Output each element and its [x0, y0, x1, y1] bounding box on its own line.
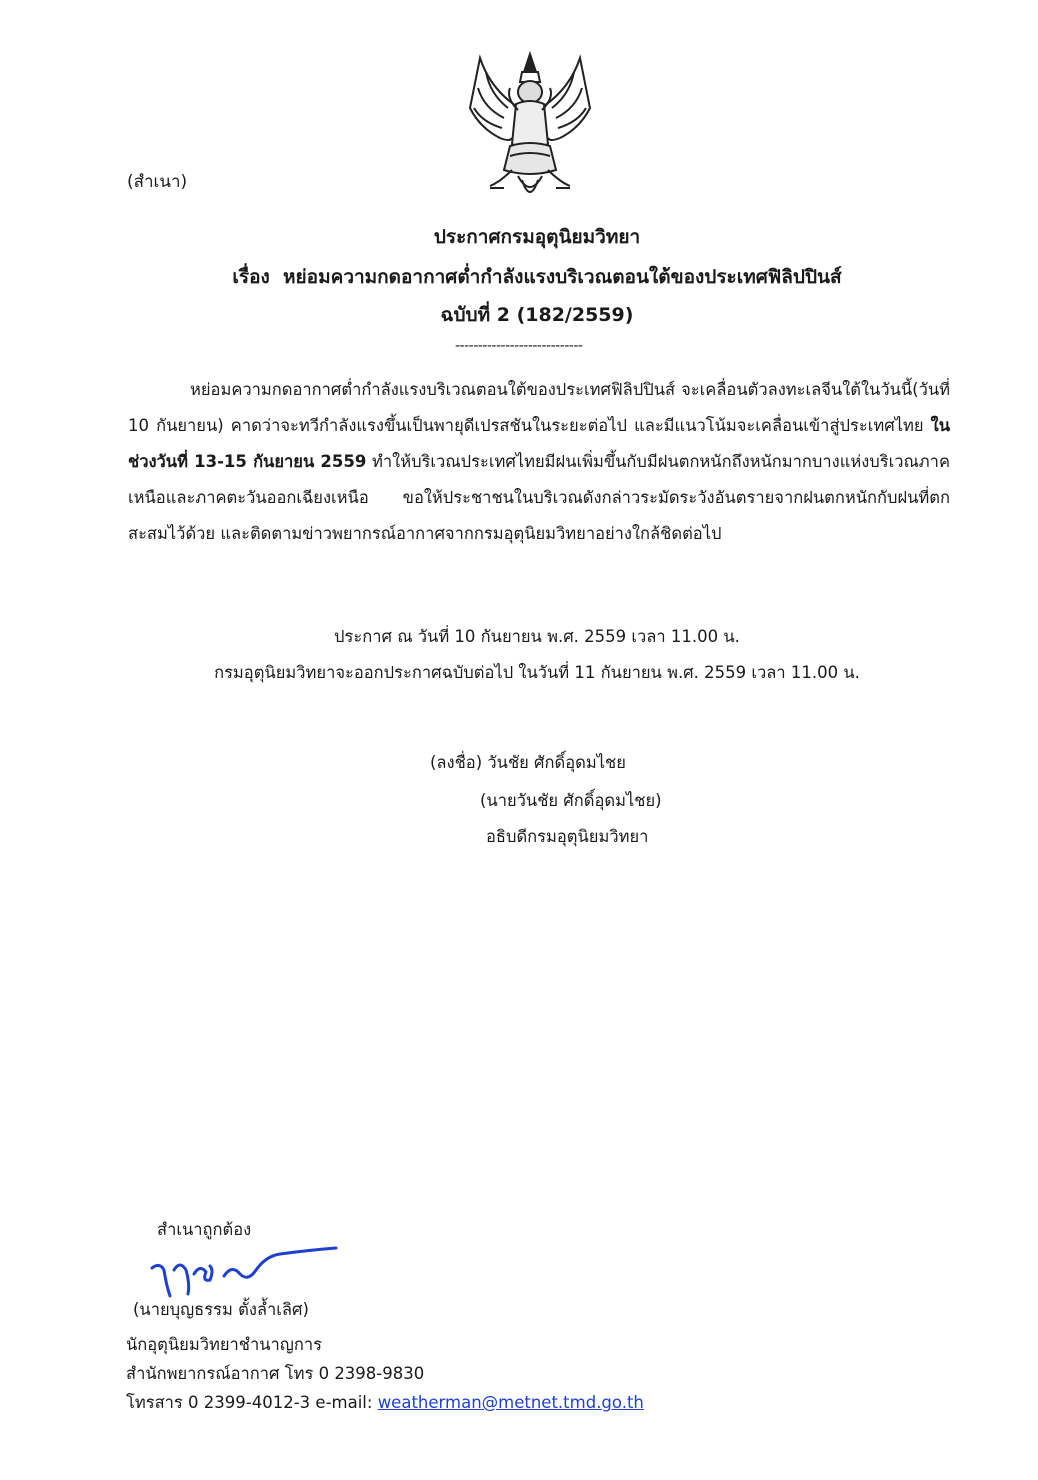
fax-text: โทรสาร 0 2399-4012-3 e-mail:	[126, 1393, 378, 1412]
issued-date: ประกาศ ณ วันที่ 10 กันยายน พ.ศ. 2559 เวลา 11.00 น.	[334, 627, 740, 646]
subject-label: เรื่อง	[232, 266, 270, 288]
body-bold-dates: ในช่วงวันที่ 13-15 กันยายน 2559	[128, 416, 950, 471]
announcement-body	[128, 372, 950, 552]
office-phone: สำนักพยากรณ์อากาศ โทร 0 2398-9830	[126, 1364, 425, 1383]
issue-number: ฉบับที่ 2 (182/2559)	[440, 304, 634, 326]
subject-text: หย่อมความกดอากาศต่ำกำลังแรงบริเวณตอนใต้ของประเทศฟิลิปปินส์	[283, 266, 842, 288]
document-title: ประกาศกรมอุตุนิยมวิทยา	[433, 226, 641, 248]
body-part1: หย่อมความกดอากาศต่ำกำลังแรงบริเวณตอนใต้ของประเทศฟิลิปปินส์ จะเคลื่อนตัวลงทะเลจีนใต้ในวันนี้(วันที่ 10 กันยายน) คาดว่าจะทวีกำลังแรงขึ้นเป็นพายุดีเปรสชันในระยะต่อไป และมีแนวโน้มจะเคลื่อนเข้าสู่ประเทศไทย	[128, 380, 950, 435]
body-part2: ทำให้บริเวณประเทศไทยมีฝนเพิ่มขึ้นกับมีฝนตกหนักถึงหนักมากบางแห่งบริเวณภาคเหนือและภาคตะวันออกเฉียงเหนือ ขอให้ประชาชนในบริเวณดังกล่าวระมัดระวังอันตรายจากฝนตกหนักกับฝนที่ตกสะสมไว้ด้วย และติดตามข่าวพยากรณ์อากาศจากกรมอุตุนิยมวิทยาอย่างใกล้ชิดต่อไป	[128, 452, 950, 543]
fax-email-line	[126, 1390, 644, 1416]
divider: ----------------------------	[455, 338, 583, 354]
garuda-emblem-icon	[460, 48, 600, 208]
certifier-name: (นายบุญธรรม ตั้งล้ำเลิศ)	[133, 1300, 309, 1319]
signatory-position: อธิบดีกรมอุตุนิยมวิทยา	[486, 827, 649, 846]
email-link[interactable]: weatherman@metnet.tmd.go.th	[377, 1393, 644, 1412]
document-subject	[0, 262, 1038, 292]
certifier-position: นักอุตุนิยมวิทยาชำนาญการ	[126, 1335, 322, 1354]
handwritten-signature	[140, 1240, 350, 1300]
next-issue-note: กรมอุตุนิยมวิทยาจะออกประกาศฉบับต่อไป ในวันที่ 11 กันยายน พ.ศ. 2559 เวลา 11.00 น.	[214, 663, 860, 682]
signatory-signed: (ลงชื่อ) วันชัย ศักดิ์อุดมไชย	[430, 753, 626, 772]
certified-copy-label: สำเนาถูกต้อง	[157, 1220, 252, 1239]
signatory-name: (นายวันชัย ศักดิ์อุดมไชย)	[480, 791, 662, 810]
copy-mark: (สำเนา)	[127, 172, 188, 192]
